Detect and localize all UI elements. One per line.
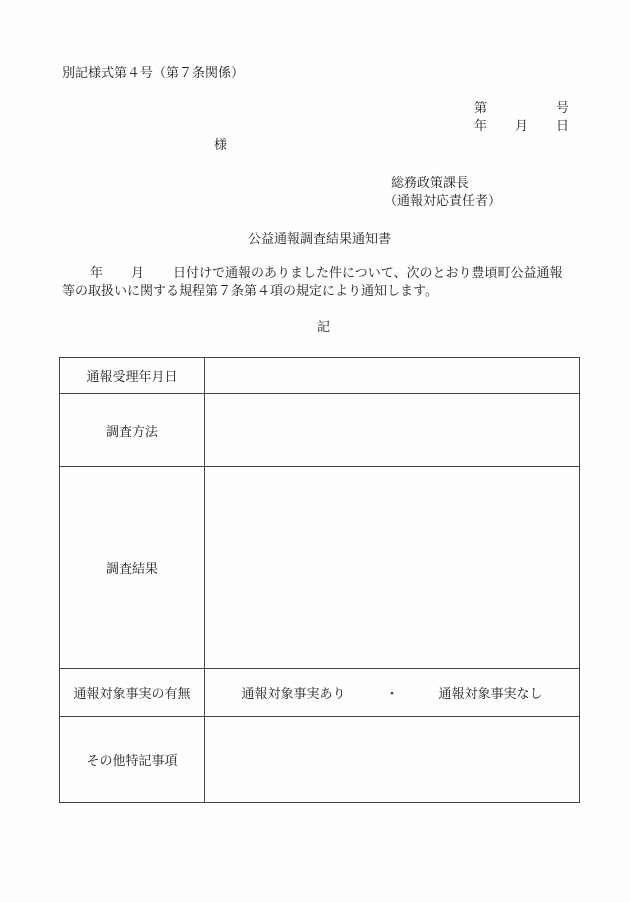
receipt-date-field[interactable] <box>205 358 580 394</box>
ki-label: 記 <box>317 320 331 335</box>
row-label: 調査結果 <box>60 467 205 669</box>
row-label: その他特記事項 <box>60 717 205 803</box>
date-year: 年 <box>474 119 488 134</box>
report-table <box>59 357 580 803</box>
table-row <box>60 717 580 803</box>
number-suffix: 号 <box>556 101 570 116</box>
table-row <box>60 467 580 669</box>
date-day: 日 <box>556 119 570 134</box>
option-fact-exists[interactable]: 通報対象事実あり <box>241 687 346 702</box>
row-label: 通報対象事実の有無 <box>60 669 205 717</box>
sender-role: （通報対応責任者） <box>384 194 502 209</box>
table-row <box>60 394 580 467</box>
addressee-suffix: 様 <box>214 138 228 153</box>
investigation-method-field[interactable] <box>205 394 580 467</box>
body-year: 年 <box>90 266 104 281</box>
body-line2: 等の取扱いに関する規程第７条第４項の規定により通知します。 <box>62 284 438 299</box>
sender-title: 総務政策課長 <box>391 176 470 191</box>
body-month: 月 <box>131 266 145 281</box>
date-month: 月 <box>515 119 529 134</box>
other-notes-field[interactable] <box>205 717 580 803</box>
option-fact-not-exists[interactable]: 通報対象事実なし <box>438 687 543 702</box>
investigation-result-field[interactable] <box>205 467 580 669</box>
document-title: 公益通報調査結果通知書 <box>248 232 392 247</box>
fact-existence-field <box>205 669 580 717</box>
body-line1: 日付けで通報のありました件について、次のとおり豊頃町公益通報 <box>173 266 563 281</box>
table-row <box>60 669 580 717</box>
option-separator: ・ <box>385 687 399 702</box>
table-row <box>60 358 580 394</box>
row-label: 調査方法 <box>60 394 205 467</box>
form-reference: 別記様式第４号（第７条関係） <box>62 66 245 81</box>
row-label: 通報受理年月日 <box>60 358 205 394</box>
number-prefix: 第 <box>474 101 488 116</box>
